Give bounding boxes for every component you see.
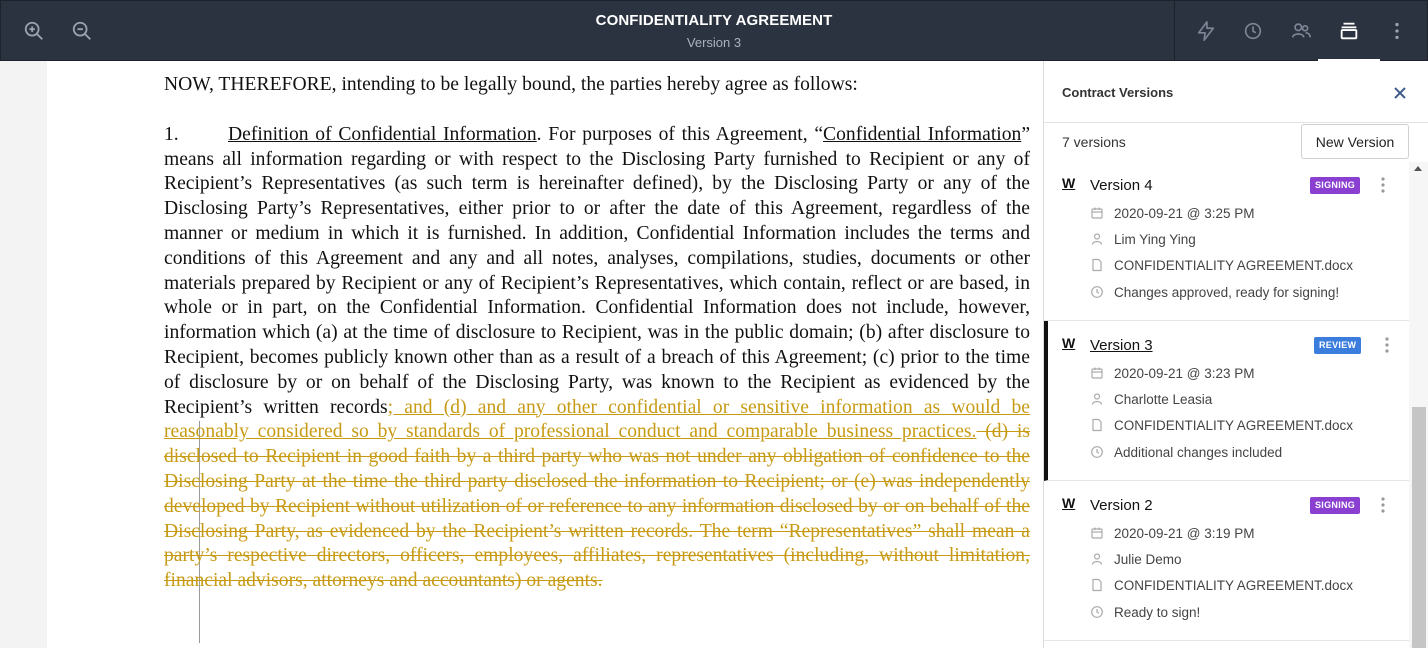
versions-icon[interactable] [1335,17,1363,45]
clock-icon [1090,605,1104,619]
version-file: CONFIDENTIALITY AGREEMENT.docx [1114,257,1354,273]
version-note-row [1090,282,1339,302]
version-card[interactable] [1044,161,1409,321]
status-badge: SIGNING [1310,177,1360,194]
panel-toolbar [1044,123,1428,161]
version-author-row [1090,549,1182,569]
version-list [1044,161,1409,648]
text-run: ” means all information regarding or with respect to the Disclosing Party furnished to Recipient or any of Recipient’s Representatives (as such term is hereinafter defined), by the Disclosing Party or any of the Disclosing Party’s Representatives, either prior to or after the date of this Agreement, regardless of the manner or medium in which it is furnished. In addition, Confidential Information includes the terms and conditions of this Agreement and any and all notes, analyses, compilations, studies, documents or other materials prepared by Recipient or any of Recipient’s Representatives, which contain, reflect or are based, in whole or in part, on the Confidential Information. Confidential Information does not include, however, information which (a) at the time of disclosure to Recipient, was in the public domain; (b) after disclosure to Recipient, becomes publicly known other than as a result of a breach of this Agreement; (c) prior to the time of disclosure by or on behalf of the Disclosing Party, was known to the Recipient as evidenced by the Recipient’s written records [164,123,1031,418]
section-1-paragraph [164,123,1030,594]
file-icon [1090,258,1104,272]
version-file: CONFIDENTIALITY AGREEMENT.docx [1114,417,1354,433]
zoom-in-icon[interactable] [20,17,48,45]
version-author-row [1090,389,1212,409]
version-file-row [1090,255,1353,275]
toolbar-divider [1174,1,1175,62]
calendar-icon [1090,206,1104,220]
version-card[interactable] [1044,481,1409,641]
versions-panel [1043,61,1428,648]
user-icon [1090,392,1104,406]
history-icon[interactable] [1239,17,1267,45]
version-count: 7 versions [1062,134,1126,150]
more-icon[interactable] [1380,176,1386,194]
scrollbar[interactable] [1409,162,1428,648]
calendar-icon [1090,366,1104,380]
version-note-row [1090,602,1200,622]
word-doc-icon: W [1062,335,1076,351]
version-note: Ready to sign! [1114,604,1201,620]
top-bar [0,0,1428,61]
version-date-row [1090,203,1255,223]
more-icon[interactable] [1380,496,1386,514]
clock-icon [1090,445,1104,459]
intro-paragraph: NOW, THEREFORE, intending to be legally bound, the parties hereby agree as follows: [164,74,858,95]
status-badge: SIGNING [1310,497,1360,514]
version-note: Additional changes included [1114,444,1283,460]
version-name[interactable]: Version 4 [1090,177,1153,194]
defined-term: Confidential Information [823,123,1022,145]
scroll-up-arrow-icon[interactable] [1414,166,1422,171]
inserted-text[interactable]: ; and (d) and any other confidential or sensitive information as would be reasonably considered so by standards of professional conduct and comparable business practices. [164,396,1030,443]
document-version: Version 3 [686,35,742,50]
clock-icon [1090,285,1104,299]
version-date: 2020-09-21 @ 3:25 PM [1114,205,1255,221]
deleted-term[interactable]: Representatives [788,520,913,542]
section-heading: Definition of Confidential Information [228,123,537,145]
user-icon [1090,552,1104,566]
version-date-row [1090,363,1255,383]
text-run: . For purposes of this Agreement, “ [536,123,824,145]
panel-header [1044,61,1428,123]
calendar-icon [1090,526,1104,540]
file-icon [1090,578,1104,592]
user-icon [1090,232,1104,246]
version-file: CONFIDENTIALITY AGREEMENT.docx [1114,577,1354,593]
document-viewer[interactable] [0,61,1044,648]
file-icon [1090,418,1104,432]
more-icon[interactable] [1383,17,1411,45]
scroll-thumb[interactable] [1412,407,1426,648]
version-author: Lim Ying Ying [1114,231,1196,247]
status-badge: REVIEW [1314,337,1361,354]
lightning-icon[interactable] [1192,17,1220,45]
deleted-text[interactable]: ” shall mean a party’s respective directors, officers, employees, affiliates, representatives (including, without limitation, financial advisors, attorneys and accountants) or agents. [164,520,1030,592]
version-author: Julie Demo [1114,551,1182,567]
version-author-row [1090,229,1196,249]
version-card-active[interactable] [1044,321,1409,481]
zoom-out-icon[interactable] [68,17,96,45]
document-body [164,73,1030,594]
version-date: 2020-09-21 @ 3:19 PM [1114,525,1255,541]
close-icon[interactable] [1390,83,1410,103]
version-note-row [1090,442,1282,462]
version-file-row [1090,575,1353,595]
version-name[interactable]: Version 2 [1090,497,1153,514]
panel-title: Contract Versions [1062,85,1174,100]
version-name[interactable]: Version 3 [1090,337,1153,354]
word-doc-icon: W [1062,175,1076,191]
document-page [47,61,1044,648]
version-note: Changes approved, ready for signing! [1114,284,1340,300]
more-icon[interactable] [1384,336,1390,354]
word-doc-icon: W [1062,495,1076,511]
deleted-text[interactable]: (d) is disclosed to Recipient in good faith by a third party who was not under any obligation of confidence to the Disclosing Party at the time the third party disclosed the information to Recipient; or (e) was independently developed by Recipient without utilization of or reference to any information disclosed by or on behalf of the Disclosing Party, as evidenced by the Recipient’s written records. The term “ [164,421,1030,542]
version-file-row [1090,415,1353,435]
new-version-button[interactable]: New Version [1301,124,1409,159]
users-icon[interactable] [1287,17,1315,45]
document-title: CONFIDENTIALITY AGREEMENT [595,12,833,29]
section-number: 1. [164,123,179,145]
version-author: Charlotte Leasia [1114,391,1213,407]
version-date-row [1090,523,1255,543]
version-date: 2020-09-21 @ 3:23 PM [1114,365,1255,381]
